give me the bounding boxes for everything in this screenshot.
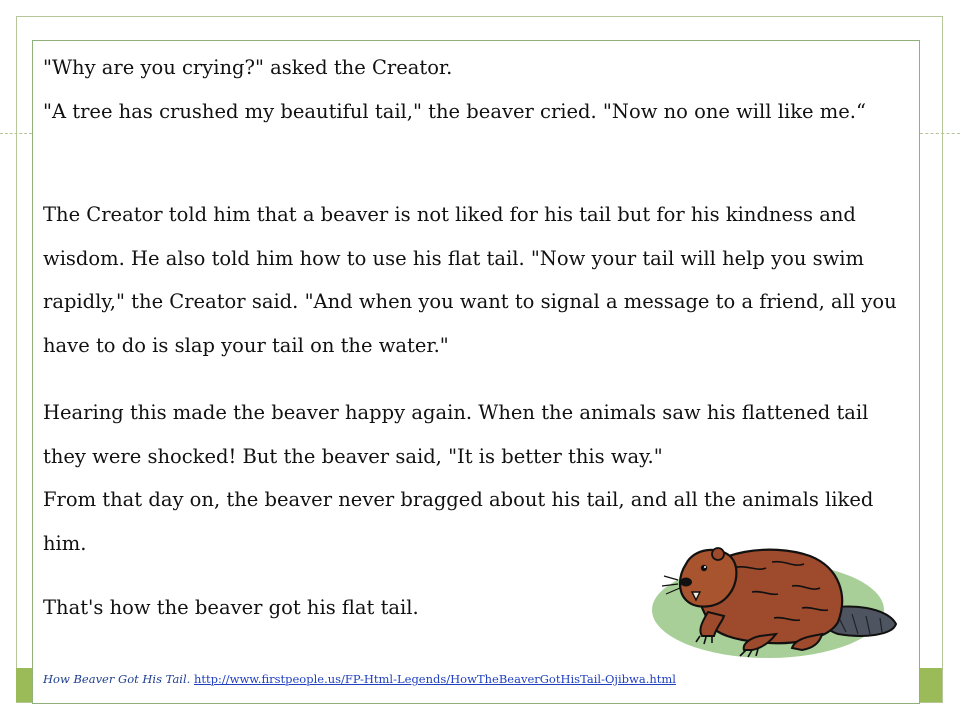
story-paragraph-1 (43, 46, 915, 133)
citation-link[interactable]: http://www.firstpeople.us/FP-Html-Legends/HowTheBeaverGotHisTail-Ojibwa.html (193, 672, 676, 686)
accent-bar-right (920, 668, 942, 702)
citation-title: How Beaver Got His Tail. (43, 672, 191, 686)
story-paragraph-4: That's how the beaver got his flat tail. (43, 596, 419, 619)
divider-right (920, 133, 960, 134)
citation (43, 671, 913, 687)
divider-left (0, 133, 32, 134)
story-paragraph-2: The Creator told him that a beaver is not liked for his tail but for his kindness and wisdom. He also told him how to use his flat tail. "Now your tail will help you swim rapidly," the Creator said. "And when you want to signal a message to a friend, all you have to do is slap your tail on the water." (43, 203, 897, 357)
beaver-clipart-icon (652, 538, 898, 660)
accent-bar-left (16, 668, 32, 702)
paragraph-3-line-2: From that day on, the beaver never bragged about his tail, and all the animals liked him. (43, 488, 874, 555)
dialogue-line-1: "Why are you crying?" asked the Creator. (43, 56, 453, 79)
paragraph-3-line-1: Hearing this made the beaver happy again. When the animals saw his flattened tail they were shocked! But the beaver said, "It is better this way." (43, 401, 869, 468)
dialogue-line-2: "A tree has crushed my beautiful tail," the beaver cried. "Now no one will like me.“ (43, 99, 866, 123)
